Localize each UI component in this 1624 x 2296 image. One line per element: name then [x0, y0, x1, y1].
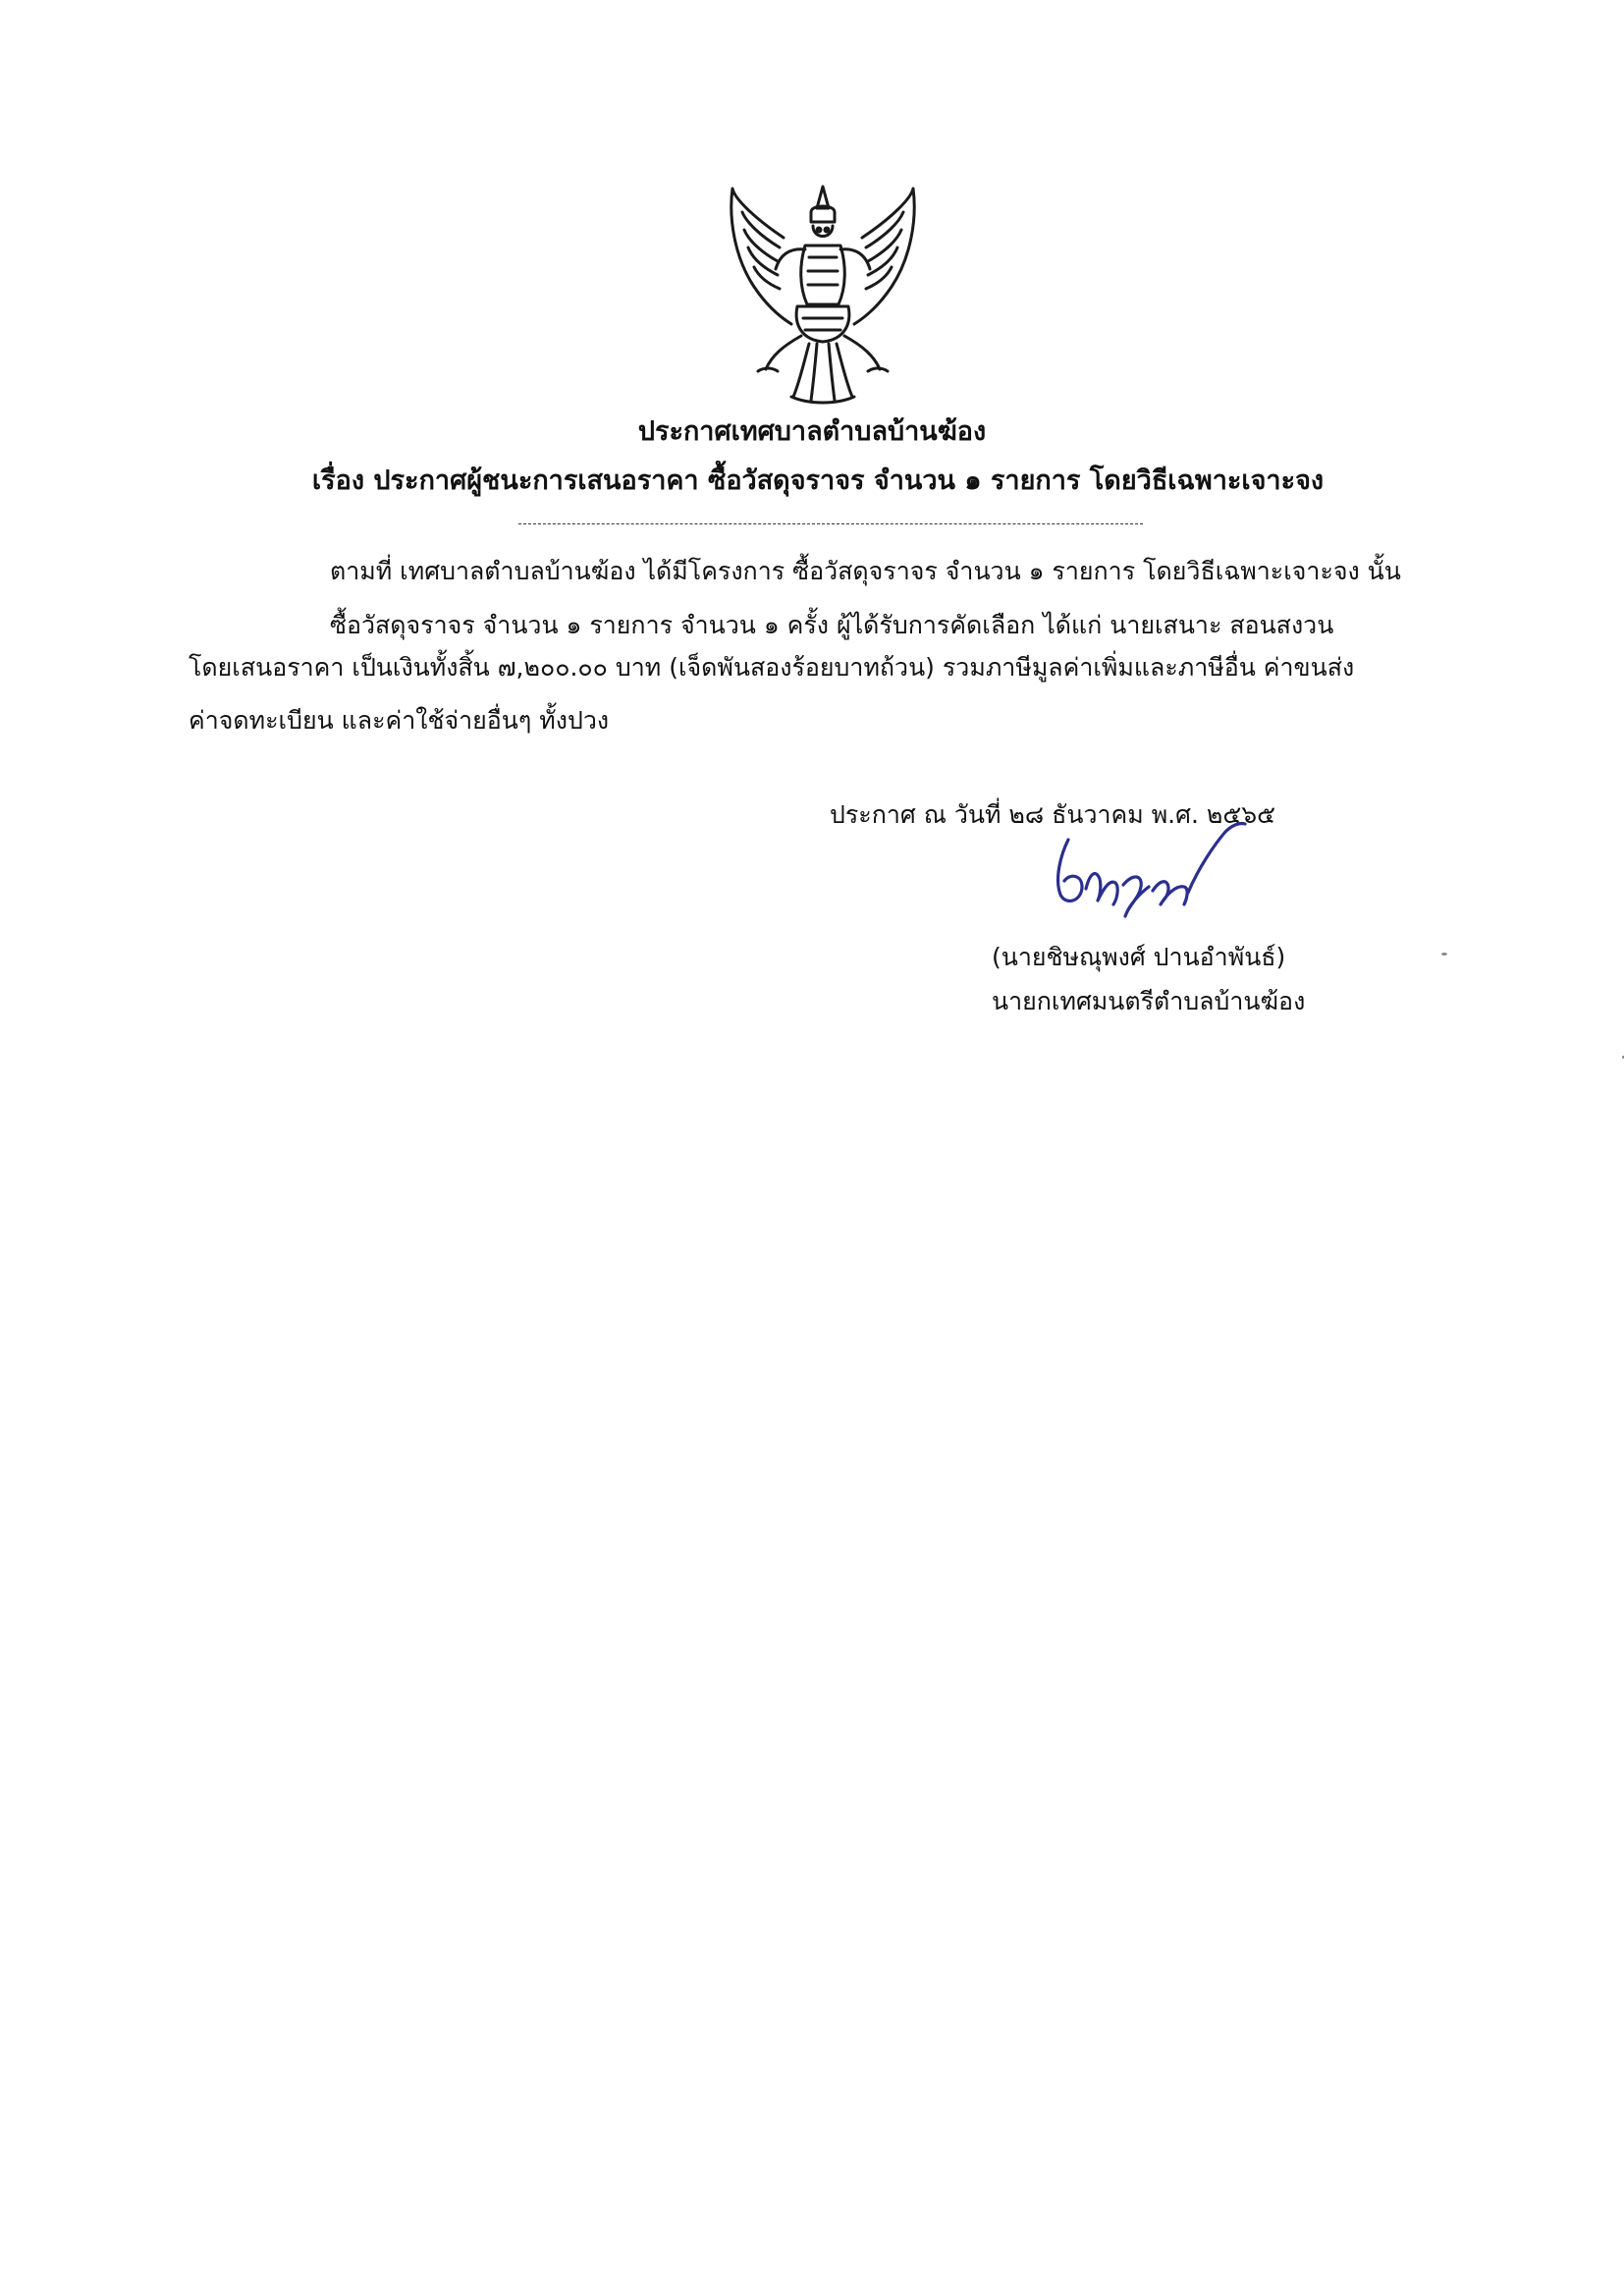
announcement-date: ประกาศ ณ วันที่ ๒๘ ธันวาคม พ.ศ. ๒๕๖๕ [830, 800, 1276, 829]
signer-name: (นายชิษณุพงศ์ ปานอำพันธ์) [992, 943, 1286, 971]
body-line-4: ค่าจดทะเบียน และค่าใช้จ่ายอื่นๆ ทั้งปวง [189, 706, 610, 735]
handwritten-signature [1031, 810, 1257, 928]
announcement-subject: เรื่อง ประกาศผู้ชนะการเสนอราคา ซื้อวัสดุจราจร จำนวน ๑ รายการ โดยวิธีเฉพาะเจาะจง [311, 465, 1325, 496]
divider [518, 523, 1143, 524]
signer-title: นายกเทศมนตรีตำบลบ้านฆ้อง [992, 987, 1306, 1015]
body-line-1: ตามที่ เทศบาลตำบลบ้านฆ้อง ได้มีโครงการ ซื้อวัสดุจราจร จำนวน ๑ รายการ โดยวิธีเฉพาะเจาะจง นั้น [330, 557, 1401, 585]
garuda-emblem-icon [715, 179, 931, 405]
announcement-title: ประกาศเทศบาลตำบลบ้านฆ้อง [637, 416, 987, 447]
body-line-3: โดยเสนอราคา เป็นเงินทั้งสิ้น ๗,๒๐๐.๐๐ บาท (เจ็ดพันสองร้อยบาทถ้วน) รวมภาษีมูลค่าเพิ่มและภาษีอื่น ค่าขนส่ง [189, 653, 1355, 682]
scan-speck [1441, 953, 1447, 956]
body-line-2: ซื้อวัสดุจราจร จำนวน ๑ รายการ จำนวน ๑ ครั้ง ผู้ได้รับการคัดเลือก ได้แก่ นายเสนาะ สอนสงวน [330, 611, 1334, 639]
